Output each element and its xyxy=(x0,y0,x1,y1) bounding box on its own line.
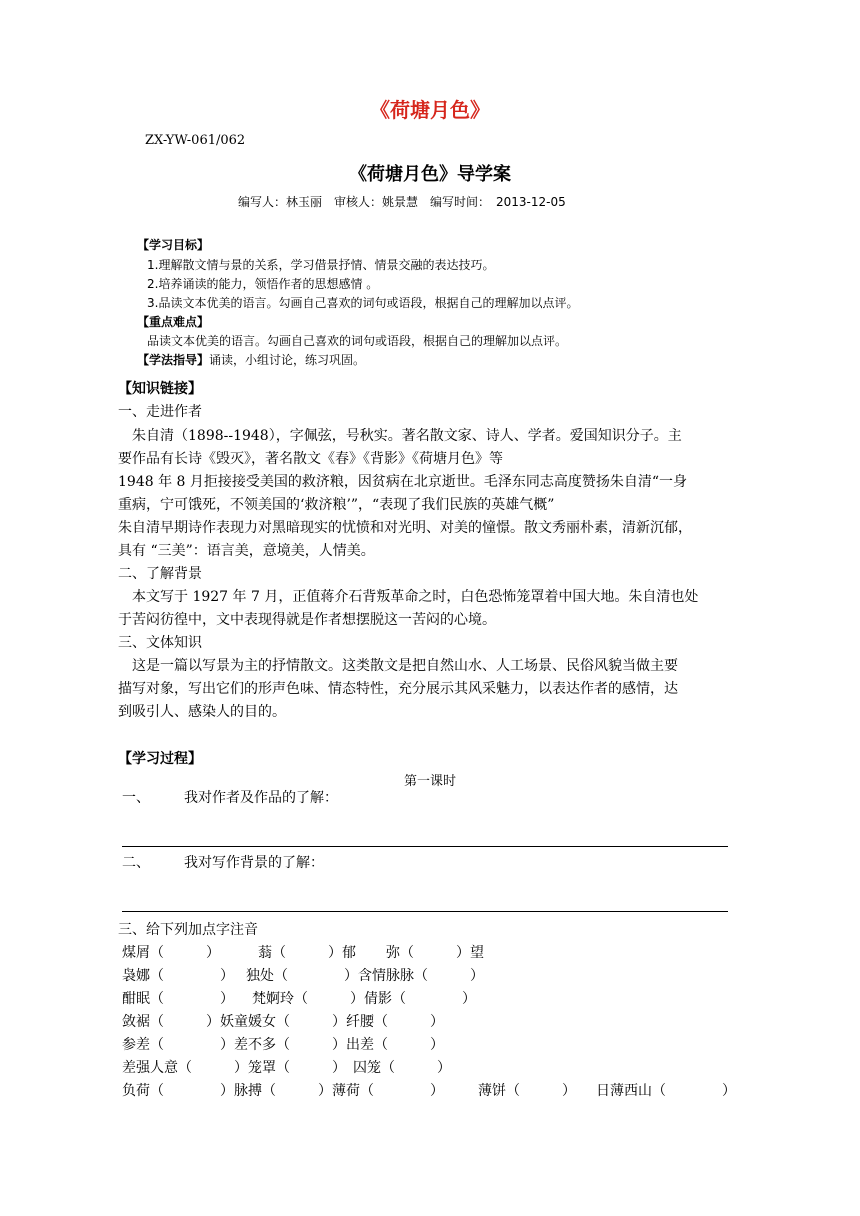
document-title: 《荷塘月色》 xyxy=(370,98,490,122)
section-3-line: 到吸引人、感染人的目的。 xyxy=(118,704,286,720)
phonetic-item: 敛裾（ ）妖童媛女（ ）纤腰（ ） xyxy=(122,1014,444,1030)
question-1-text: 我对作者及作品的了解： xyxy=(184,790,338,806)
method-text: 诵读，小组讨论，练习巩固。 xyxy=(209,353,366,367)
section-1-line: 要作品有长诗《毁灭》，著名散文《春》《背影》《荷塘月色》等 xyxy=(118,451,503,467)
phonetic-item: 独处（ ）含情脉脉（ ） xyxy=(246,968,484,984)
question-1-number: 一、 xyxy=(122,790,150,806)
section-1-title: 一、走进作者 xyxy=(118,404,202,420)
key-points-heading: 【重点难点】 xyxy=(137,315,210,329)
goals-heading: 【学习目标】 xyxy=(137,238,210,252)
process-heading: 【学习过程】 xyxy=(118,751,202,767)
question-3-title: 三、给下列加点字注音 xyxy=(118,922,258,938)
method-line xyxy=(137,351,365,368)
phonetic-item: 酣眠（ ） xyxy=(122,991,234,1007)
answer-line xyxy=(122,911,728,912)
section-3-title: 三、文体知识 xyxy=(118,635,202,651)
document-subtitle: 《荷塘月色》导学案 xyxy=(349,164,511,185)
phonetic-item: 薄饼（ ） xyxy=(478,1083,576,1099)
phonetic-item: 差强人意（ ）笼罩（ ） 囚笼（ ） xyxy=(122,1060,451,1076)
method-heading: 【学法指导】 xyxy=(137,353,210,367)
phonetic-item: 负荷（ ）脉搏（ ）薄荷（ ） xyxy=(122,1083,444,1099)
key-points-text: 品读文本优美的语言。勾画自己喜欢的词句或语段，根据自己的理解加以点评。 xyxy=(147,334,568,348)
document-code: ZX-YW-061/062 xyxy=(145,133,246,148)
question-2-text: 我对写作背景的了解： xyxy=(184,855,324,871)
phonetic-item: 日薄西山（ ） xyxy=(596,1083,736,1099)
phonetic-item: 蓊（ ）郁 xyxy=(258,945,356,961)
phonetic-item: 梵婀玲（ ）倩影（ ） xyxy=(252,991,476,1007)
section-2-line: 于苦闷彷徨中，文中表现得就是作者想摆脱这一苦闷的心境。 xyxy=(118,612,496,628)
section-3-line: 这是一篇以写景为主的抒情散文。这类散文是把自然山水、人工场景、民俗风貌当做主要 xyxy=(118,658,678,674)
goal-item-3: 3.品读文本优美的语言。勾画自己喜欢的词句或语段，根据自己的理解加以点评。 xyxy=(147,296,579,310)
question-2-number: 二、 xyxy=(122,855,150,871)
goal-item-1: 1.理解散文情与景的关系，学习借景抒情、情景交融的表达技巧。 xyxy=(147,258,495,272)
goal-item-2: 2.培养诵读的能力，领悟作者的思想感情 。 xyxy=(147,277,379,291)
phonetic-item: 袅娜（ ） xyxy=(122,968,234,984)
section-1-line: 朱自清（1898--1948），字佩弦，号秋实。著名散文家、诗人、学者。爱国知识分子。主 xyxy=(118,428,682,444)
section-2-line: 本文写于 1927 年 7 月，正值蒋介石背叛革命之时，白色恐怖笼罩着中国大地。朱自清也处 xyxy=(118,589,699,605)
section-2-title: 二、了解背景 xyxy=(118,566,202,582)
section-1-line: 1948 年 8 月拒接接受美国的救济粮，因贫病在北京逝世。毛泽东同志高度赞扬朱自清“一身 xyxy=(118,474,688,490)
section-3-line: 描写对象，写出它们的形声色味、情态特性，充分展示其风采魅力，以表达作者的感情，达 xyxy=(118,681,678,697)
phonetic-item: 弥（ ）望 xyxy=(386,945,484,961)
authors-line: 编写人：林玉丽 审核人：姚景慧 编写时间： 2013-12-05 xyxy=(238,195,566,209)
section-1-line: 具有 “三美”：语言美，意境美，人情美。 xyxy=(118,543,375,559)
section-1-line: 重病，宁可饿死，不领美国的‘救济粮’”，“表现了我们民族的英雄气概” xyxy=(118,497,555,513)
lesson-label: 第一课时 xyxy=(403,774,456,789)
section-1-line: 朱自清早期诗作表现力对黑暗现实的忧愤和对光明、对美的憧憬。散文秀丽朴素，清新沉郁， xyxy=(118,520,692,536)
phonetic-item: 参差（ ）差不多（ ）出差（ ） xyxy=(122,1037,444,1053)
knowledge-heading: 【知识链接】 xyxy=(118,381,202,397)
phonetic-item: 煤屑（ ） xyxy=(122,945,220,961)
answer-line xyxy=(122,846,728,847)
